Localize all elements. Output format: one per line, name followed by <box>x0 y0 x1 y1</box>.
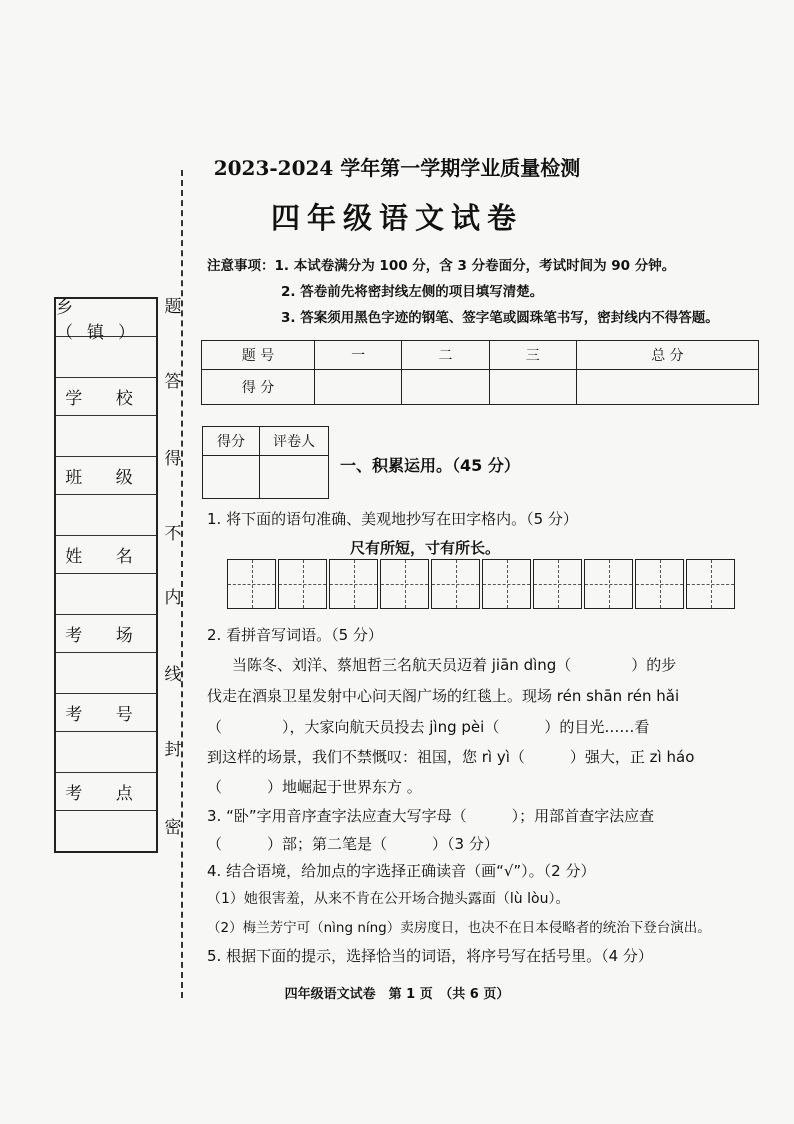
grid-cell[interactable] <box>227 559 276 609</box>
seal-char: 密 <box>164 818 182 838</box>
grader-score-label: 得分 <box>203 427 260 456</box>
info-label-name: 姓 名 <box>56 536 156 574</box>
info-label-township: 乡（镇） <box>56 299 156 337</box>
note-item: 2. 答卷前先将密封线左侧的项目填写清楚。 <box>281 284 544 300</box>
note-item: 1. 本试卷满分为 100 分，含 3 分卷面分，考试时间为 90 分钟。 <box>274 258 676 274</box>
info-field-class[interactable] <box>56 495 156 536</box>
info-label-class: 班 级 <box>56 457 156 495</box>
question-2-text: 当陈冬、刘洋、蔡旭哲三名航天员迈着 jiān dìng（ ）的步 <box>232 656 677 674</box>
score-cell[interactable] <box>402 370 489 405</box>
question-2-text: （ ）地崛起于世界东方 。 <box>207 778 422 796</box>
info-label-school: 学 校 <box>56 378 156 416</box>
section-heading: 一、积累运用。（45 分） <box>340 456 520 475</box>
question-4-item: （1）她很害羞，从来不肯在公开场合抛头露面（lù lòu）。 <box>207 891 570 907</box>
score-cell[interactable] <box>576 370 758 405</box>
seal-char: 题 <box>164 297 182 317</box>
score-header: 题 号 <box>202 341 315 370</box>
info-label-room: 考 场 <box>56 615 156 653</box>
question-2: 2. 看拼音写词语。（5 分） <box>207 626 383 644</box>
score-header: 一 <box>315 341 402 370</box>
score-row-label: 得 分 <box>202 370 315 405</box>
grader-name-label: 评卷人 <box>260 427 329 456</box>
grader-score-cell[interactable] <box>203 456 260 499</box>
grid-cell[interactable] <box>278 559 327 609</box>
info-label-site: 考 点 <box>56 773 156 811</box>
question-5: 5. 根据下面的提示，选择恰当的词语，将序号写在括号里。（4 分） <box>207 947 653 965</box>
question-4-item: （2）梅兰芳宁可（nìng níng）卖房度日，也决不在日本侵略者的统治下登台演出。 <box>207 920 711 936</box>
question-2-text: （ ），大家向航天员投去 jìng pèi（ ）的目光……看 <box>207 718 650 736</box>
grid-cell[interactable] <box>380 559 429 609</box>
grid-cell[interactable] <box>635 559 684 609</box>
question-2-text: 伐走在酒泉卫星发射中心问天阁广场的红毯上。现场 rén shān rén hǎi <box>207 687 680 705</box>
writing-grid[interactable] <box>227 559 737 609</box>
grid-cell[interactable] <box>533 559 582 609</box>
info-field-room[interactable] <box>56 653 156 694</box>
info-field-name[interactable] <box>56 574 156 615</box>
grader-table <box>202 426 329 499</box>
exam-title: 2023-2024 学年第一学期学业质量检测 <box>213 156 581 180</box>
info-label-number: 考 号 <box>56 694 156 732</box>
page-footer: 四年级语文试卷 第 1 页 （共 6 页） <box>284 987 510 1002</box>
info-field-township[interactable] <box>56 337 156 378</box>
question-4: 4. 结合语境，给加点的字选择正确读音（画“√”）。（2 分） <box>207 862 596 880</box>
info-field-site[interactable] <box>56 811 156 851</box>
copy-sentence: 尺有所短，寸有所长。 <box>350 539 501 557</box>
seal-char: 不 <box>164 524 182 544</box>
exam-subtitle: 四年级语文试卷 <box>270 201 523 235</box>
score-header: 二 <box>402 341 489 370</box>
info-field-number[interactable] <box>56 732 156 773</box>
grid-cell[interactable] <box>431 559 480 609</box>
grid-cell[interactable] <box>584 559 633 609</box>
grader-name-cell[interactable] <box>260 456 329 499</box>
note-line <box>207 253 719 279</box>
seal-char: 得 <box>164 449 182 469</box>
grid-cell[interactable] <box>482 559 531 609</box>
note-item: 3. 答案须用黑色字迹的钢笔、签字笔或圆珠笔书写，密封线内不得答题。 <box>281 310 719 326</box>
question-3-text: （ ）部；第二笔是（ ）（3 分） <box>207 835 499 853</box>
score-header: 总 分 <box>576 341 758 370</box>
question-3: 3. “卧”字用音序查字法应查大写字母（ ）；用部首查字法应查 <box>207 807 655 825</box>
seal-char: 答 <box>164 372 182 392</box>
grid-cell[interactable] <box>686 559 735 609</box>
score-header: 三 <box>489 341 576 370</box>
notes-block <box>207 253 719 331</box>
seal-char: 内 <box>164 588 182 608</box>
question-2-text: 到这样的场景，我们不禁慨叹：祖国，您 rì yì（ ）强大，正 zì háo <box>207 748 695 766</box>
info-field-school[interactable] <box>56 416 156 457</box>
score-table <box>201 340 759 405</box>
grid-cell[interactable] <box>329 559 378 609</box>
notes-label: 注意事项： <box>207 258 275 274</box>
question-1: 1. 将下面的语句准确、美观地抄写在田字格内。（5 分） <box>207 510 578 528</box>
seal-char: 线 <box>164 665 182 685</box>
score-cell[interactable] <box>489 370 576 405</box>
student-info-column <box>54 297 158 853</box>
seal-char: 封 <box>164 740 182 760</box>
score-cell[interactable] <box>315 370 402 405</box>
